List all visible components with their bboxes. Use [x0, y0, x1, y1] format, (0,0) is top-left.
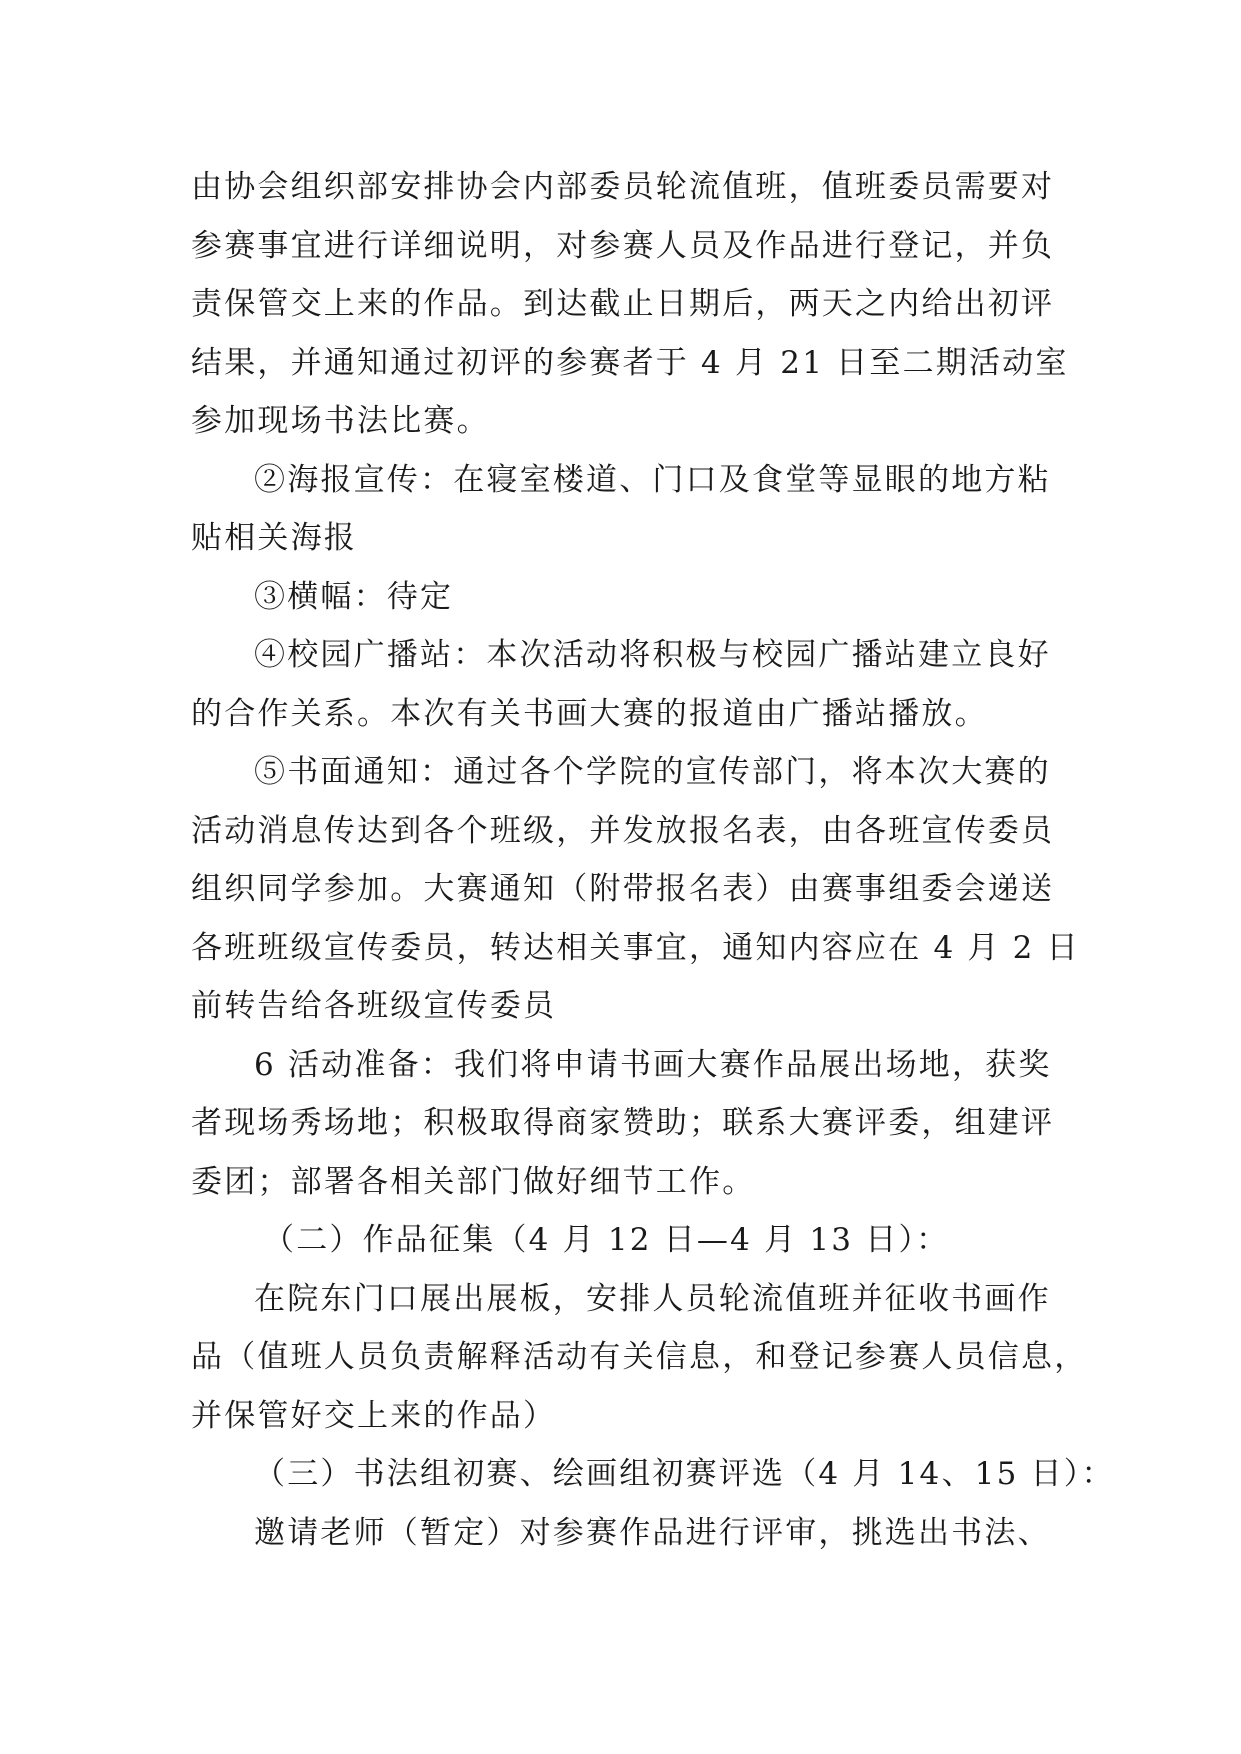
text-line: ④校园广播站：本次活动将积极与校园广播站建立良好: [254, 637, 1051, 673]
text-line: 前转告给各班级宣传委员: [191, 988, 557, 1024]
text-line: ⑤书面通知：通过各个学院的宣传部门，将本次大赛的: [254, 754, 1051, 790]
text-line: 者现场秀场地；积极取得商家赞助；联系大赛评委，组建评: [191, 1105, 1055, 1141]
section-heading: （二）作品征集（4 月 12 日—4 月 13 日）：: [263, 1222, 950, 1258]
text-line: 由协会组织部安排协会内部委员轮流值班，值班委员需要对: [191, 169, 1055, 205]
text-line: 并保管好交上来的作品）: [191, 1397, 557, 1434]
text-line: 各班班级宣传委员，转达相关事宜，通知内容应在 4 月 2 日: [191, 929, 1080, 966]
text-line: 组织同学参加。大赛通知（附带报名表）由赛事组委会递送: [191, 871, 1055, 907]
text-line: 在院东门口展出展板，安排人员轮流值班并征收书画作: [254, 1280, 1051, 1317]
text-line: 责保管交上来的作品。到达截止日期后，两天之内给出初评: [191, 286, 1055, 322]
text-line: 结果，并通知通过初评的参赛者于 4 月 21 日至二期活动室: [191, 344, 1069, 381]
text-line: 邀请老师（暂定）对参赛作品进行评审，挑选出书法、: [254, 1514, 1051, 1551]
text-line: 参加现场书法比赛。: [191, 403, 490, 439]
section-heading: （三）书法组初赛、绘画组初赛评选（4 月 14、15 日）：: [254, 1456, 1115, 1492]
text-line: 6 活动准备：我们将申请书画大赛作品展出场地，获奖: [254, 1046, 1052, 1083]
text-line: 品（值班人员负责解释活动有关信息，和登记参赛人员信息，: [191, 1339, 1088, 1375]
text-line: 活动消息传达到各个班级，并发放报名表，由各班宣传委员: [191, 812, 1055, 849]
text-line: ③横幅：待定: [254, 578, 454, 615]
text-line: ②海报宣传：在寝室楼道、门口及食堂等显眼的地方粘: [254, 461, 1051, 498]
text-line: 参赛事宜进行详细说明，对参赛人员及作品进行登记，并负: [191, 227, 1055, 264]
document-body: [191, 158, 1115, 1562]
text-line: 委团；部署各相关部门做好细节工作。: [191, 1163, 756, 1200]
text-line: 贴相关海报: [191, 520, 357, 556]
text-line: 的合作关系。本次有关书画大赛的报道由广播站播放。: [191, 695, 988, 732]
